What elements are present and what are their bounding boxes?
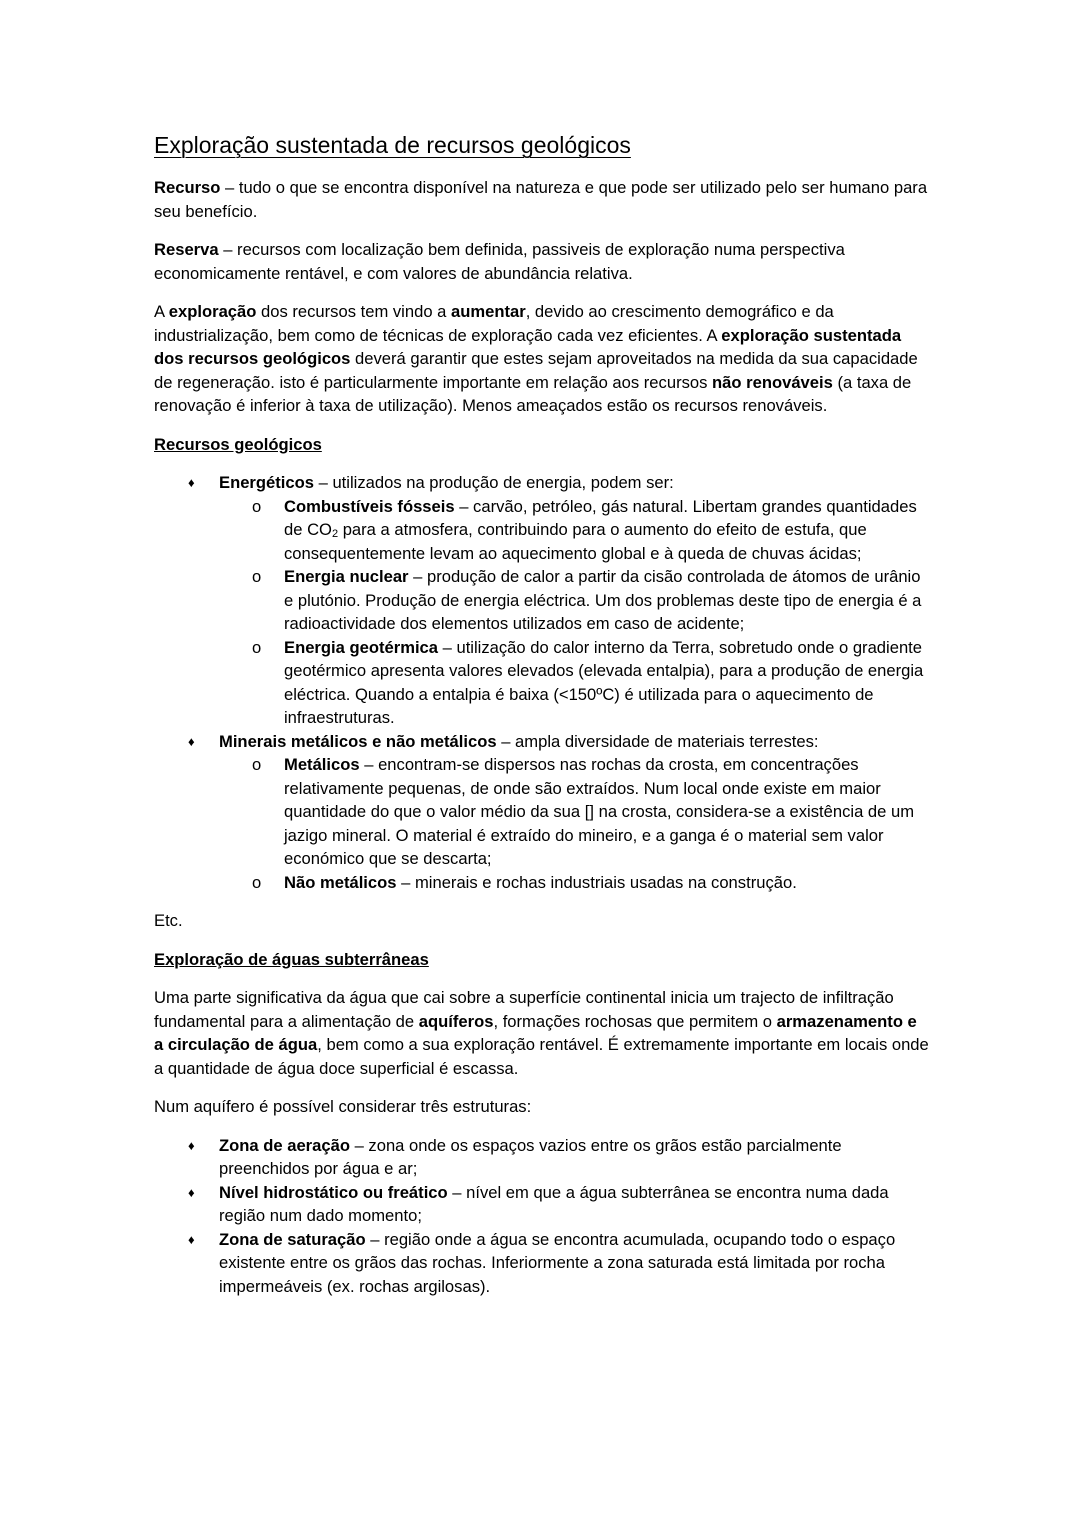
item-text: – produção de calor a partir da cisão controlada de átomos de urânio e plutónio. Produção de energia eléctrica. Um dos problemas deste tipo de energia é a radioactividade dos elementos utilizados em caso de acidente;: [284, 567, 922, 633]
item-text: – carvão, petróleo, gás natural. Libertam grandes quantidades de CO: [284, 496, 917, 539]
definition-text: – tudo o que se encontra disponível na natureza e que pode ser utilizado pelo ser humano para seu benefício.: [154, 178, 928, 221]
item-text: – utilização do calor interno da Terra, sobretudo onde o gradiente geotérmico apresenta valores elevados (elevada entalpia), para a produção de energia eléctrica. Quando a entalpia é baixa (<150ºC) é utilizada para o aquecimento de infraestruturas.: [284, 637, 924, 727]
etc-line: Etc.: [154, 911, 183, 930]
item-text: para a atmosfera, contribuindo para o aumento do efeito de estufa, que consequentemente levam ao aquecimento global e à queda de chuvas ácidas;: [284, 520, 867, 563]
text-run: , formações rochosas que permitem o: [493, 1011, 777, 1031]
diamond-bullet-icon: ♦: [188, 1231, 195, 1247]
definition-recurso: [154, 176, 930, 223]
item-text: – utilizados na produção de energia, podem ser:: [314, 473, 674, 492]
geological-resources-list: [154, 471, 930, 894]
item-term: Metálicos: [284, 755, 360, 774]
diamond-bullet-icon: ♦: [188, 733, 195, 749]
sublist-item-nonmetallic: [219, 871, 930, 895]
item-term: Energia nuclear: [284, 567, 409, 586]
text-run: Uma parte significativa da água que cai sobre a superfície continental inicia um trajecto de infiltração fundamental para a alimentação de: [154, 988, 894, 1031]
page-title: Exploração sustentada de recursos geológicos: [154, 132, 631, 158]
sublist-item-metallic: [219, 753, 930, 871]
section-heading-groundwater: Exploração de águas subterrâneas: [154, 949, 429, 969]
definition-term: Recurso: [154, 178, 221, 197]
bold-run: exploração: [168, 302, 257, 321]
item-term: Não metálicos: [284, 872, 397, 892]
item-term: Zona de saturação: [219, 1229, 366, 1249]
list-item-water-table: [154, 1181, 930, 1228]
aquifer-structures-list: [154, 1134, 930, 1299]
bold-run: exploração sustentada dos recursos geológicos: [154, 325, 902, 368]
definition-term: Reserva: [154, 240, 219, 259]
item-term: Minerais metálicos e não metálicos: [219, 731, 497, 751]
sublist-item-nuclear: [219, 565, 930, 636]
section-heading-geological-resources: Recursos geológicos: [154, 434, 322, 454]
item-text: – minerais e rochas industriais usadas na construção.: [396, 872, 797, 892]
circle-bullet-icon: o: [252, 637, 262, 657]
diamond-bullet-icon: ♦: [188, 1137, 195, 1153]
energy-sublist: [219, 495, 930, 730]
bold-run: aquíferos: [418, 1011, 494, 1031]
diamond-bullet-icon: ♦: [188, 475, 195, 490]
document-body: [154, 128, 930, 1313]
list-item-minerals: [154, 730, 930, 895]
aquifer-intro: Num aquífero é possível considerar três estruturas:: [154, 1097, 532, 1116]
subscript: 2: [331, 528, 339, 540]
text-run: (a taxa de renovação é inferior à taxa de utilização). Menos ameaçados estão os recursos renováveis.: [154, 372, 912, 415]
item-text: – nível em que a água subterrânea se encontra numa dada região num dado momento;: [219, 1182, 889, 1225]
intro-paragraph: [154, 300, 930, 418]
bold-run: armazenamento e a circulação de água: [154, 1011, 917, 1054]
item-term: Nível hidrostático ou freático: [219, 1182, 448, 1202]
diamond-bullet-icon: ♦: [188, 1184, 195, 1200]
item-term: Combustíveis fósseis: [284, 496, 455, 516]
text-run: , bem como a sua exploração rentável. É extremamente importante em locais onde a quantidade de água doce superficial é escassa.: [154, 1035, 929, 1078]
item-term: Energéticos: [219, 473, 314, 492]
text-run: deverá garantir que estes sejam aproveitados na medida da sua capacidade de regeneração. isto é particularmente importante em relação aos recursos: [154, 349, 918, 392]
circle-bullet-icon: o: [252, 872, 262, 892]
groundwater-paragraph: [154, 986, 930, 1080]
text-run: A: [154, 302, 169, 321]
bold-run: não renováveis: [712, 372, 833, 392]
circle-bullet-icon: o: [252, 567, 262, 586]
item-text: – ampla diversidade de materiais terrestes:: [496, 731, 819, 751]
text-run: dos recursos tem vindo a: [256, 302, 451, 321]
item-text: – zona onde os espaços vazios entre os grãos estão parcialmente preenchidos por água e ar;: [219, 1135, 842, 1178]
text-run: , devido ao crescimento demográfico e da industrialização, bem como de técnicas de exploração cada vez eficientes. A: [154, 302, 834, 345]
item-term: Energia geotérmica: [284, 637, 439, 657]
circle-bullet-icon: o: [252, 496, 262, 516]
list-item-energy: [154, 471, 930, 730]
list-item-aeration-zone: [154, 1134, 930, 1181]
bold-run: aumentar: [451, 302, 526, 321]
minerals-sublist: [219, 753, 930, 894]
item-text: – região onde a água se encontra acumulada, ocupando todo o espaço existente entre os grãos das rochas. Inferiormente a zona saturada está limitada por rocha impermeáveis (ex. rochas argilosas).: [219, 1229, 896, 1296]
sublist-item-fossil-fuels: [219, 495, 930, 566]
definition-reserva: [154, 238, 930, 285]
item-text: – encontram-se dispersos nas rochas da crosta, em concentrações relativamente pequenas, de onde são extraídos. Num local onde existe em maior quantidade do que o valor médio da sua [] na crosta, considera-se a existência de um jazigo mineral. O material é extraído do mineiro, e a ganga é o material sem valor económico que se descarta;: [284, 755, 915, 868]
definition-text: – recursos com localização bem definida, passiveis de exploração numa perspectiva economicamente rentável, e com valores de abundância relativa.: [154, 240, 845, 283]
circle-bullet-icon: o: [252, 755, 262, 774]
item-term: Zona de aeração: [219, 1135, 350, 1155]
sublist-item-geothermal: [219, 636, 930, 730]
list-item-saturation-zone: [154, 1228, 930, 1299]
